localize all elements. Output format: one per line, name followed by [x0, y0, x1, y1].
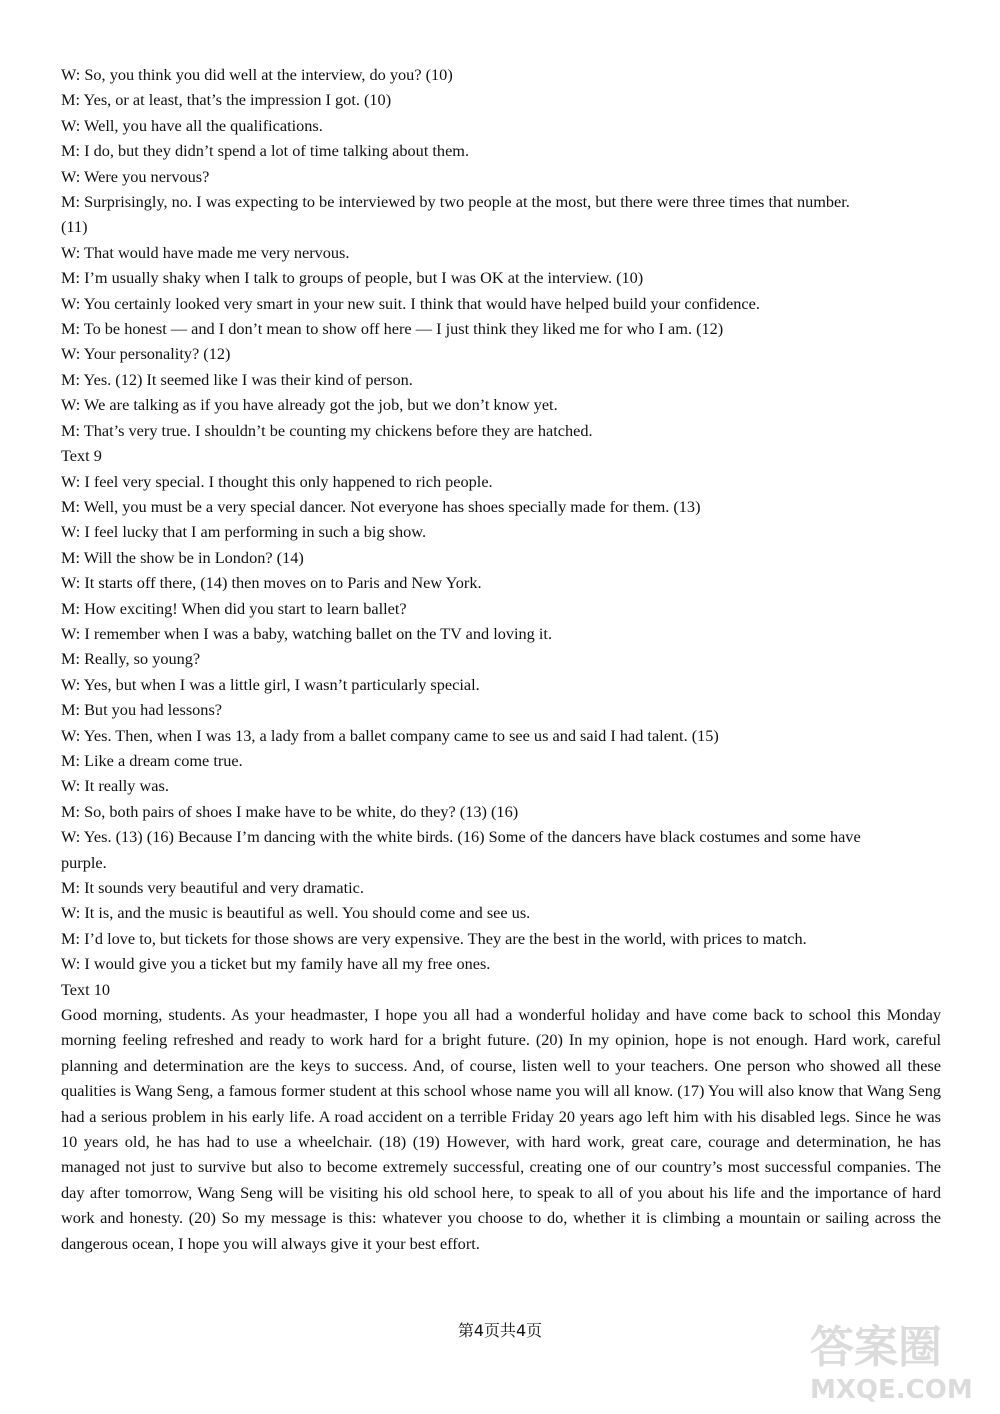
watermark-site-text: MXQE.COM	[810, 1375, 973, 1405]
transcript-line: W: It really was.	[61, 776, 169, 796]
transcript-lines	[61, 62, 941, 1002]
transcript-line: W: Yes, but when I was a little girl, I wasn’t particularly special.	[61, 674, 480, 694]
transcript-line: W: It is, and the music is beautiful as well. You should come and see us.	[61, 903, 531, 923]
transcript-line: W: Your personality? (12)	[61, 344, 231, 364]
transcript-line: M: Well, you must be a very special dancer. Not everyone has shoes specially made for them. (13)	[61, 496, 701, 516]
transcript-line: W: We are talking as if you have already got the job, but we don’t know yet.	[61, 395, 558, 415]
transcript-line: M: Will the show be in London? (14)	[61, 547, 304, 567]
transcript-line: M: I’m usually shaky when I talk to groups of people, but I was OK at the interview. (10)	[61, 268, 644, 288]
transcript-line: M: How exciting! When did you start to learn ballet?	[61, 598, 407, 618]
transcript-line: (11)	[61, 217, 88, 237]
transcript-line: Text 10	[61, 979, 111, 999]
transcript-line: purple.	[61, 852, 107, 872]
transcript-line: M: Really, so young?	[61, 649, 201, 669]
transcript-line: M: It sounds very beautiful and very dramatic.	[61, 878, 364, 897]
transcript-line: W: I would give you a ticket but my family have all my free ones.	[61, 954, 491, 974]
transcript-line: M: I’d love to, but tickets for those shows are very expensive. They are the best in the world, with prices to match.	[61, 928, 807, 948]
transcript-line: W: So, you think you did well at the interview, do you? (10)	[61, 65, 453, 84]
transcript-line: M: That’s very true. I shouldn’t be counting my chickens before they are hatched.	[61, 420, 593, 440]
transcript-line: W: I remember when I was a baby, watching ballet on the TV and loving it.	[61, 623, 553, 643]
transcript-line: W: You certainly looked very smart in your new suit. I think that would have helped build your confidence.	[61, 293, 760, 313]
transcript-line: W: Yes. Then, when I was 13, a lady from a ballet company came to see us and said I had talent. (15)	[61, 725, 719, 745]
transcript-line: M: I do, but they didn’t spend a lot of time talking about them.	[61, 141, 470, 161]
transcript-line: W: Were you nervous?	[61, 166, 210, 186]
transcript-line: M: Yes, or at least, that’s the impression I got. (10)	[61, 90, 392, 110]
transcript-line: M: Yes. (12) It seemed like I was their kind of person.	[61, 369, 413, 389]
transcript-line: M: Surprisingly, no. I was expecting to be interviewed by two people at the most, but there were three times that number.	[61, 192, 850, 212]
transcript-line: W: Well, you have all the qualifications.	[61, 115, 323, 135]
transcript-line: W: Yes. (13) (16) Because I’m dancing with the white birds. (16) Some of the dancers have black costumes and some have	[61, 827, 861, 847]
transcript-line: M: Like a dream come true.	[61, 750, 243, 770]
watermark-logo-text: 答案圈	[810, 1322, 942, 1373]
transcript-line: W: It starts off there, (14) then moves on to Paris and New York.	[61, 573, 482, 593]
transcript-line: W: That would have made me very nervous.	[61, 242, 350, 262]
transcript-line: Text 9	[61, 446, 102, 466]
text-10-paragraph: Good morning, students. As your headmaster, I hope you all had a wonderful holiday and have come back to school this Monday morning feeling refreshed and ready to work hard for a bright future. (20) In my opinion, hope is not enough. Hard work, careful planning and determination are the keys to success. And, of course, listen well to your teachers. One person who showed all these qualities is Wang Seng, a famous former student at this school whose name you will all know. (17) You will also know that Wang Seng had a serious problem in his early life. A road accident on a terrible Friday 20 years ago left him with his disabled legs. Since he was 10 years old, he has had to use a wheelchair. (18) (19) However, with hard work, great care, courage and determination, he has managed not just to survive but also to become extremely successful, creating one of our country’s most successful companies. The day after tomorrow, Wang Seng will be visiting his old school here, to speak to all of you about his life and the importance of hard work and honesty. (20) So my message is this: whatever you choose to do, whether it is climbing a mountain or sailing across the dangerous ocean, I hope you will always give it your best effort.	[61, 1005, 941, 1253]
page-number: 第4页共4页	[457, 1321, 543, 1340]
document-body	[61, 62, 941, 1256]
transcript-line: M: To be honest — and I don’t mean to show off here — I just think they liked me for who I am. (12)	[61, 319, 724, 339]
transcript-line: M: So, both pairs of shoes I make have to be white, do they? (13) (16)	[61, 801, 519, 821]
transcript-line: W: I feel very special. I thought this only happened to rich people.	[61, 471, 493, 491]
transcript-line: M: But you had lessons?	[61, 700, 222, 720]
transcript-line: W: I feel lucky that I am performing in such a big show.	[61, 522, 427, 542]
